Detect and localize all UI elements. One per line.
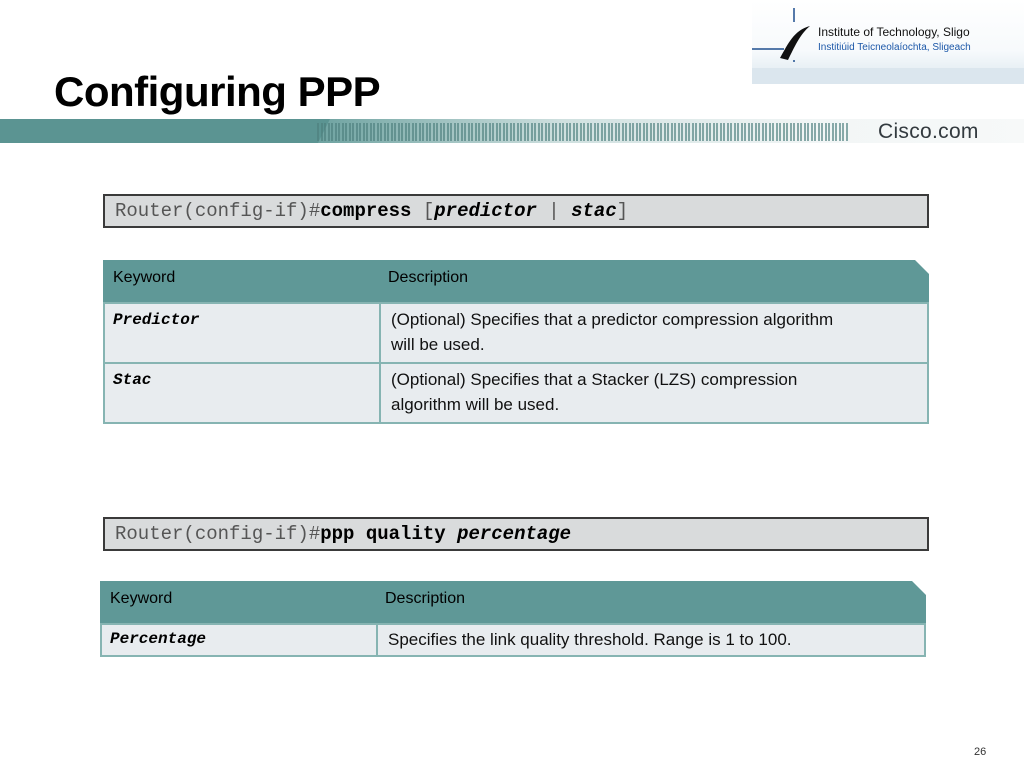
header-keyword: Keyword [110, 590, 173, 607]
keyword-table-compress [103, 260, 929, 424]
table-row [103, 302, 929, 364]
logo-strip [752, 68, 1024, 84]
description-line: will be used. [391, 335, 485, 354]
column-divider [379, 364, 381, 422]
header-description: Description [385, 590, 466, 607]
institute-logo-icon [750, 4, 816, 64]
table-header-bg [100, 581, 926, 623]
cisco-brand: Cisco.com [878, 120, 979, 143]
command-separator: | [536, 200, 572, 222]
keyword-cell: Predictor [113, 311, 200, 329]
description-line: Specifies the link quality threshold. Range is 1 to 100. [388, 630, 792, 649]
description-cell [391, 367, 797, 417]
description-cell [388, 627, 792, 652]
institute-name-ga: Institiúid Teicneolaíochta, Sligeach [818, 42, 971, 53]
command-bracket-open: [ [411, 200, 435, 222]
slide-title: Configuring PPP [54, 68, 381, 115]
command-prompt: Router(config-if)# [115, 523, 321, 545]
command-box-ppp-quality [103, 517, 929, 551]
command-bracket-close: ] [616, 200, 629, 222]
keyword-cell: Percentage [110, 630, 207, 648]
keyword-table-quality [100, 581, 926, 657]
keyword-cell: Stac [113, 371, 152, 389]
description-line: (Optional) Specifies that a Stacker (LZS) compression [391, 370, 798, 389]
description-cell [391, 307, 833, 357]
description-line: (Optional) Specifies that a predictor compression algorithm [391, 310, 834, 329]
table-header-bg [103, 260, 929, 302]
cisco-banner [0, 119, 1024, 143]
page-number: 26 [974, 746, 987, 758]
command-arg-predictor: predictor [434, 200, 537, 222]
command-arg-stac: stac [571, 200, 617, 222]
table-row [103, 362, 929, 424]
command-arg-percentage: percentage [457, 523, 572, 545]
table-row [100, 623, 926, 657]
description-line: algorithm will be used. [391, 395, 560, 414]
command-keyword: ppp quality [320, 523, 446, 545]
header-keyword: Keyword [113, 269, 176, 286]
command-keyword: compress [320, 200, 412, 222]
institute-name-en: Institute of Technology, Sligo [818, 25, 970, 39]
command-prompt: Router(config-if)# [115, 200, 321, 222]
command-box-compress [103, 194, 929, 228]
column-divider [379, 304, 381, 362]
column-divider [376, 625, 378, 655]
header-description: Description [388, 269, 469, 286]
